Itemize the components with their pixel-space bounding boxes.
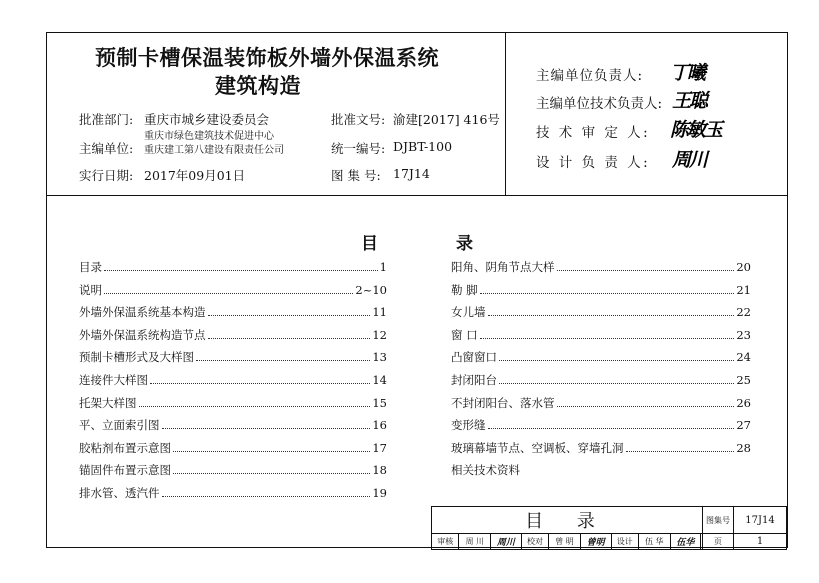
toc-entry[interactable] [79, 395, 387, 418]
toc-heading-left: 目 [361, 234, 378, 254]
atlas-no-value: 17J14 [393, 166, 430, 181]
toc-entry-page: 19 [372, 485, 387, 500]
toc-entry[interactable] [79, 485, 387, 508]
toc-leader [480, 292, 735, 294]
toc-entry-page: 18 [372, 463, 387, 478]
toc-entry-title: 排水管、透汽件 [79, 485, 160, 500]
tech-head-signature: 王聪 [672, 90, 707, 112]
toc-entry-title: 阳角、阴角节点大样 [451, 260, 555, 274]
toc-entry[interactable] [79, 417, 387, 440]
atlas-no-label: 图集号 [703, 507, 734, 534]
toc-leader [150, 382, 370, 384]
review-signature: 陈敏玉 [670, 119, 722, 141]
toc-entry-title: 平、立面索引图 [79, 418, 160, 433]
design-signature: 伍华 [670, 534, 701, 550]
toc-entry[interactable] [79, 304, 387, 327]
toc-entry[interactable] [79, 349, 387, 372]
toc-entry-title: 外墙外保温系统构造节点 [79, 327, 206, 342]
toc-entry-page: 20 [736, 260, 751, 274]
toc-entry-title: 变形缝 [451, 418, 486, 433]
title-line-1: 预制卡槽保温装饰板外墙外保温系统 [95, 46, 439, 70]
toc-entry[interactable] [451, 327, 751, 350]
toc-leader [196, 359, 370, 361]
toc-entry-page: 28 [736, 440, 751, 455]
impl-date-label: 实行日期: [79, 168, 134, 183]
toc-entry[interactable] [451, 259, 751, 282]
toc-entry[interactable] [79, 259, 387, 282]
unit-head-signature: 丁曦 [670, 62, 705, 84]
toc-leader [499, 382, 734, 384]
review-signature: 周川 [491, 534, 522, 550]
toc-entry-page: 21 [736, 282, 751, 297]
toc-entry[interactable] [79, 327, 387, 350]
page-value: 1 [734, 534, 787, 550]
toc-leader [557, 405, 735, 407]
review-label: 审核 [432, 534, 459, 550]
title-block [431, 506, 787, 550]
toc-entry-title: 连接件大样图 [79, 372, 148, 387]
toc-entry-title: 窗 口 [451, 327, 478, 342]
toc-entry-page: 23 [736, 327, 751, 342]
chief-unit-value-2: 重庆建工第八建设有限责任公司 [144, 145, 284, 156]
toc-entry-title: 勒 脚 [451, 282, 478, 297]
toc-leader [162, 427, 371, 429]
toc-entry-page: 1 [379, 260, 387, 274]
toc-leader [480, 337, 735, 339]
toc-entry-title: 凸窗窗口 [451, 350, 497, 365]
toc-entry-title: 说明 [79, 282, 102, 297]
check-name: 曾 明 [549, 534, 581, 550]
approval-no-label: 批准文号: [331, 112, 386, 127]
toc-entry-page: 22 [736, 305, 751, 320]
check-label: 校对 [521, 534, 548, 550]
toc-right-column [451, 259, 751, 485]
header-vertical-divider [505, 32, 506, 196]
toc-entry-title: 托架大样图 [79, 395, 137, 410]
header-divider [46, 195, 788, 196]
toc-leader [173, 472, 370, 474]
chief-unit-value-1: 重庆市绿色建筑技术促进中心 [144, 131, 274, 142]
review-label: 技 术 审 定 人: [536, 125, 651, 141]
toc-entry-title: 胶粘剂布置示意图 [79, 440, 171, 455]
toc-entry-title: 不封闭阳台、落水管 [451, 395, 555, 410]
toc-leader [208, 314, 371, 316]
sheet-title: 目 录 [432, 507, 703, 534]
toc-entry-title: 女儿墙 [451, 305, 486, 320]
impl-date-value: 2017年09月01日 [144, 168, 246, 183]
review-name: 周 川 [459, 534, 491, 550]
unit-head-label: 主编单位负责人: [536, 68, 644, 84]
design-head-label: 设 计 负 责 人: [536, 155, 651, 171]
toc-entry[interactable] [79, 282, 387, 305]
toc-leader [139, 405, 371, 407]
toc-leader [162, 495, 371, 497]
toc-entry[interactable] [451, 440, 751, 463]
atlas-no-value: 17J14 [734, 507, 787, 534]
unified-no-label: 统一编号: [331, 141, 386, 156]
toc-left-column [79, 259, 387, 508]
tech-head-label: 主编单位技术负责人: [536, 96, 663, 112]
toc-entry-title: 外墙外保温系统基本构造 [79, 305, 206, 320]
toc-entry[interactable] [451, 349, 751, 372]
design-name: 伍 华 [639, 534, 671, 550]
toc-leader [104, 292, 353, 294]
toc-leader [173, 450, 370, 452]
toc-entry-title: 锚固件布置示意图 [79, 463, 171, 478]
toc-entry-title: 相关技术资料 [451, 463, 520, 478]
approval-dept-label: 批准部门: [79, 112, 134, 127]
toc-entry-page: 17 [372, 440, 387, 455]
toc-leader [488, 427, 735, 429]
toc-entry-page: 26 [736, 395, 751, 410]
toc-entry-page: 13 [372, 350, 387, 365]
toc-entry-title: 封闭阳台 [451, 372, 497, 387]
toc-leader [626, 450, 735, 452]
title-line-2: 建筑构造 [215, 74, 301, 98]
toc-entry[interactable] [451, 417, 751, 440]
design-head-signature: 周川 [672, 149, 707, 171]
approval-no-value: 渝建[2017] 416号 [393, 112, 500, 127]
approval-dept-value: 重庆市城乡建设委员会 [144, 112, 270, 127]
toc-entry-page: 2~10 [355, 282, 387, 297]
unified-no-value: DJBT-100 [393, 139, 453, 154]
chief-unit-label: 主编单位: [79, 141, 134, 156]
toc-entry-page: 25 [736, 372, 751, 387]
toc-entry[interactable] [79, 372, 387, 395]
toc-entry-page: 11 [372, 305, 387, 320]
toc-leader [488, 314, 735, 316]
toc-leader [208, 337, 371, 339]
toc-leader [557, 269, 735, 271]
toc-leader [104, 269, 378, 271]
page-label: 页 [703, 534, 734, 550]
design-label: 设计 [611, 534, 638, 550]
check-signature: 曾明 [580, 534, 611, 550]
toc-entry-page: 14 [372, 372, 387, 387]
toc-entry-page: 16 [372, 418, 387, 433]
toc-entry[interactable] [451, 372, 751, 395]
toc-heading-right: 录 [456, 234, 473, 254]
toc-entry[interactable] [451, 282, 751, 305]
toc-entry-page: 15 [372, 395, 387, 410]
toc-entry-page: 12 [372, 327, 387, 342]
toc-entry-title: 玻璃幕墙节点、空调板、穿墙孔洞 [451, 440, 624, 455]
toc-entry[interactable] [79, 462, 387, 485]
toc-entry[interactable] [451, 395, 751, 418]
atlas-no-label: 图 集 号: [331, 168, 381, 183]
toc-leader [499, 359, 734, 361]
toc-entry-title: 预制卡槽形式及大样图 [79, 350, 194, 365]
toc-entry-title: 目录 [79, 260, 102, 274]
toc-entry[interactable] [451, 462, 751, 485]
toc-entry-page: 24 [736, 350, 751, 365]
toc-entry[interactable] [451, 304, 751, 327]
toc-entry-page: 27 [736, 418, 751, 433]
toc-entry[interactable] [79, 440, 387, 463]
